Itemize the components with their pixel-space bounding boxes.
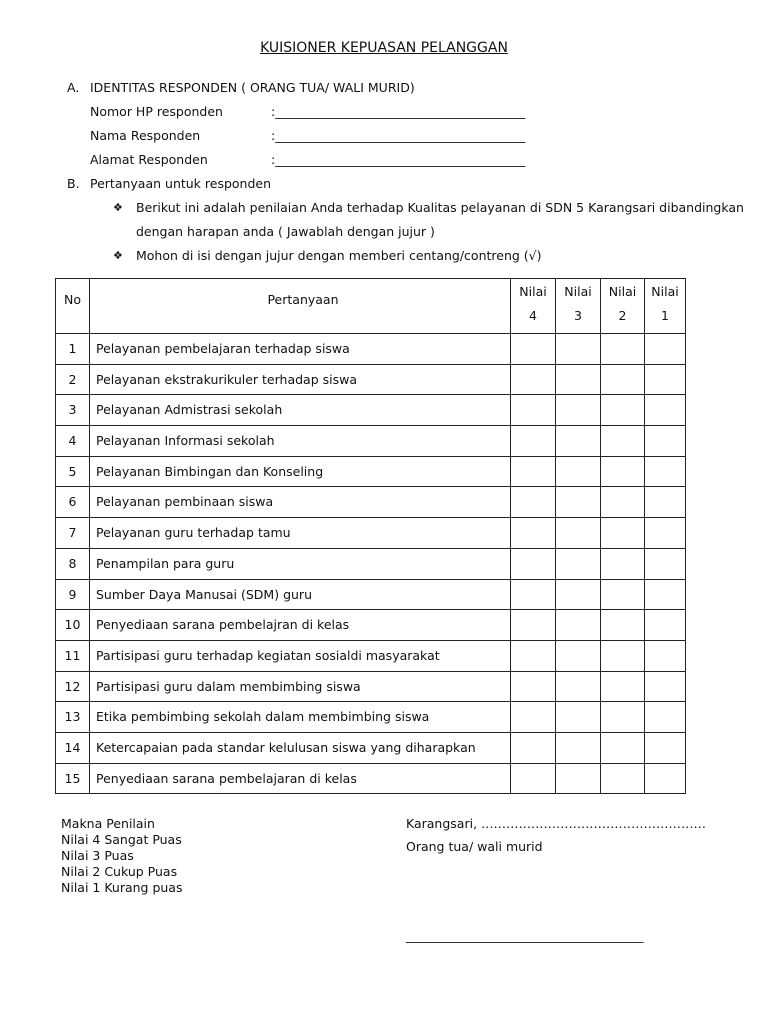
rating-cell-nilai-3[interactable] [556,395,601,426]
table-row [56,334,686,365]
row-number: 1 [56,334,90,365]
rating-cell-nilai-3[interactable] [556,702,601,733]
rating-cell-nilai-1[interactable] [645,395,686,426]
rating-cell-nilai-1[interactable] [645,426,686,457]
rating-cell-nilai-3[interactable] [556,487,601,518]
rating-cell-nilai-4[interactable] [511,671,556,702]
row-number: 15 [56,763,90,794]
row-number: 5 [56,456,90,487]
legend-item-1: Nilai 1 Kurang puas [61,880,183,895]
rating-cell-nilai-4[interactable] [511,732,556,763]
questionnaire-table [55,278,686,794]
table-row [56,732,686,763]
rating-cell-nilai-4[interactable] [511,487,556,518]
rating-cell-nilai-1[interactable] [645,334,686,365]
rating-cell-nilai-4[interactable] [511,579,556,610]
section-a-label: A. [67,80,80,95]
rating-cell-nilai-2[interactable] [601,671,645,702]
bullet-2-text: Mohon di isi dengan jujur dengan memberi centang/contreng (√) [136,248,542,263]
rating-cell-nilai-4[interactable] [511,334,556,365]
rating-cell-nilai-3[interactable] [556,548,601,579]
rating-cell-nilai-1[interactable] [645,518,686,549]
signature-place-date: Karangsari, ……………………………………………… [406,816,707,831]
row-question: Pelayanan Bimbingan dan Konseling [90,456,511,487]
section-b-heading: Pertanyaan untuk responden [90,176,272,191]
header-no: No [56,279,90,334]
rating-cell-nilai-4[interactable] [511,395,556,426]
legend-item-4: Nilai 4 Sangat Puas [61,832,182,847]
row-question: Pelayanan Informasi sekolah [90,426,511,457]
rating-cell-nilai-1[interactable] [645,487,686,518]
row-question: Pelayanan pembelajaran terhadap siswa [90,334,511,365]
row-question: Pelayanan ekstrakurikuler terhadap siswa [90,364,511,395]
row-number: 14 [56,732,90,763]
row-number: 8 [56,548,90,579]
row-number: 2 [56,364,90,395]
rating-cell-nilai-4[interactable] [511,548,556,579]
header-question: Pertanyaan [90,279,511,334]
rating-cell-nilai-4[interactable] [511,518,556,549]
field-line-address[interactable]: :________________________________________ [271,152,526,167]
rating-cell-nilai-1[interactable] [645,548,686,579]
rating-cell-nilai-2[interactable] [601,640,645,671]
document-title: KUISIONER KEPUASAN PELANGGAN [260,40,508,56]
signature-line[interactable]: ______________________________________ [406,928,644,943]
table-header-row [56,279,686,334]
row-question: Pelayanan guru terhadap tamu [90,518,511,549]
rating-cell-nilai-2[interactable] [601,548,645,579]
rating-cell-nilai-2[interactable] [601,763,645,794]
rating-cell-nilai-1[interactable] [645,640,686,671]
table-row [56,364,686,395]
legend-title: Makna Penilain [61,816,155,831]
rating-cell-nilai-1[interactable] [645,610,686,641]
rating-cell-nilai-4[interactable] [511,640,556,671]
rating-cell-nilai-1[interactable] [645,364,686,395]
field-label-phone: Nomor HP responden [90,104,223,119]
table-row [56,395,686,426]
rating-cell-nilai-1[interactable] [645,732,686,763]
header-nilai-1: Nilai 1 [645,279,686,334]
header-nilai-3: Nilai 3 [556,279,601,334]
field-line-phone[interactable]: :________________________________________ [271,104,526,119]
header-nilai-2: Nilai 2 [601,279,645,334]
row-question: Ketercapaian pada standar kelulusan siswa yang diharapkan [90,732,511,763]
section-b-label: B. [67,176,80,191]
table-row [56,640,686,671]
rating-cell-nilai-2[interactable] [601,702,645,733]
rating-cell-nilai-2[interactable] [601,487,645,518]
legend-item-2: Nilai 2 Cukup Puas [61,864,178,879]
row-number: 11 [56,640,90,671]
rating-cell-nilai-3[interactable] [556,671,601,702]
table-row [56,763,686,794]
rating-cell-nilai-3[interactable] [556,518,601,549]
rating-cell-nilai-2[interactable] [601,732,645,763]
rating-cell-nilai-2[interactable] [601,426,645,457]
table-row [56,671,686,702]
rating-cell-nilai-3[interactable] [556,426,601,457]
rating-cell-nilai-4[interactable] [511,702,556,733]
row-number: 4 [56,426,90,457]
table-row [56,548,686,579]
bullet-1-line-2: dengan harapan anda ( Jawablah dengan jujur ) [136,224,435,239]
rating-cell-nilai-3[interactable] [556,640,601,671]
diamond-bullet-icon: ❖ [113,201,123,214]
row-question: Partisipasi guru dalam membimbing siswa [90,671,511,702]
rating-cell-nilai-2[interactable] [601,364,645,395]
rating-cell-nilai-1[interactable] [645,702,686,733]
rating-cell-nilai-3[interactable] [556,579,601,610]
row-question: Sumber Daya Manusai (SDM) guru [90,579,511,610]
row-number: 10 [56,610,90,641]
row-question: Penampilan para guru [90,548,511,579]
rating-cell-nilai-2[interactable] [601,456,645,487]
rating-cell-nilai-1[interactable] [645,579,686,610]
row-number: 9 [56,579,90,610]
rating-cell-nilai-4[interactable] [511,763,556,794]
rating-cell-nilai-3[interactable] [556,763,601,794]
legend-item-3: Nilai 3 Puas [61,848,134,863]
rating-cell-nilai-2[interactable] [601,334,645,365]
bullet-1-line-1: Berikut ini adalah penilaian Anda terhadap Kualitas pelayanan di SDN 5 Karangsari dibandingkan [136,200,744,215]
rating-cell-nilai-1[interactable] [645,763,686,794]
row-question: Pelayanan Admistrasi sekolah [90,395,511,426]
row-number: 3 [56,395,90,426]
row-question: Penyediaan sarana pembelajran di kelas [90,610,511,641]
field-label-address: Alamat Responden [90,152,208,167]
table-row [56,487,686,518]
row-number: 7 [56,518,90,549]
rating-cell-nilai-2[interactable] [601,395,645,426]
row-question: Partisipasi guru terhadap kegiatan sosialdi masyarakat [90,640,511,671]
rating-cell-nilai-1[interactable] [645,671,686,702]
rating-cell-nilai-4[interactable] [511,364,556,395]
rating-cell-nilai-3[interactable] [556,364,601,395]
section-a-heading: IDENTITAS RESPONDEN ( ORANG TUA/ WALI MURID) [90,80,415,95]
rating-cell-nilai-3[interactable] [556,334,601,365]
table-row [56,702,686,733]
row-question: Penyediaan sarana pembelajaran di kelas [90,763,511,794]
rating-cell-nilai-1[interactable] [645,456,686,487]
signature-role: Orang tua/ wali murid [406,839,543,854]
field-label-name: Nama Responden [90,128,201,143]
field-line-name[interactable]: :________________________________________ [271,128,526,143]
header-nilai-4: Nilai 4 [511,279,556,334]
table-row [56,579,686,610]
table-row [56,426,686,457]
rating-cell-nilai-2[interactable] [601,518,645,549]
rating-cell-nilai-3[interactable] [556,610,601,641]
table-row [56,610,686,641]
row-question: Etika pembimbing sekolah dalam membimbing siswa [90,702,511,733]
rating-cell-nilai-2[interactable] [601,579,645,610]
row-number: 6 [56,487,90,518]
rating-cell-nilai-3[interactable] [556,732,601,763]
row-question: Pelayanan pembinaan siswa [90,487,511,518]
rating-cell-nilai-4[interactable] [511,610,556,641]
rating-cell-nilai-4[interactable] [511,456,556,487]
rating-cell-nilai-4[interactable] [511,426,556,457]
table-row [56,518,686,549]
row-number: 13 [56,702,90,733]
rating-cell-nilai-2[interactable] [601,610,645,641]
table-row [56,456,686,487]
rating-cell-nilai-3[interactable] [556,456,601,487]
row-number: 12 [56,671,90,702]
diamond-bullet-icon: ❖ [113,249,123,262]
